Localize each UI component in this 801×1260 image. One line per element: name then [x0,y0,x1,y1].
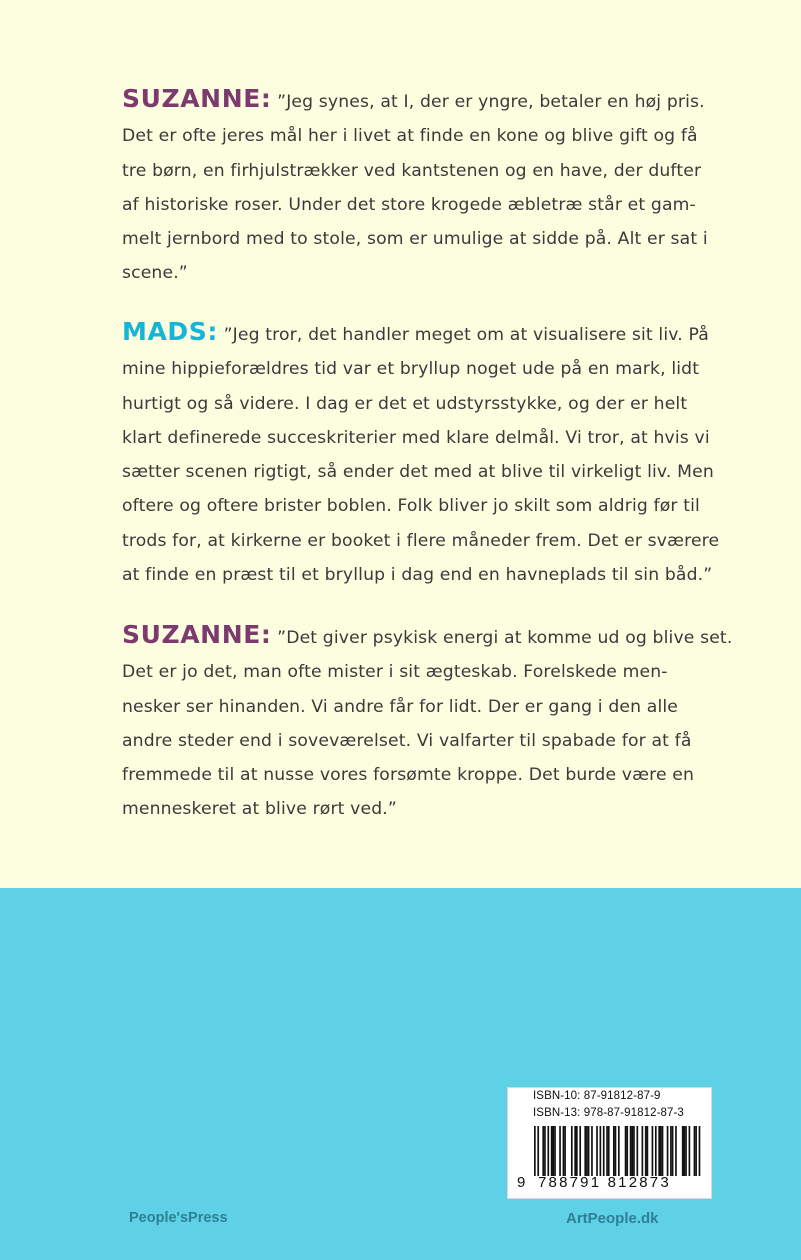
speaker-label: SUZANNE: [122,620,272,649]
passage-suzanne-2 [122,618,733,827]
barcode-bar [633,1126,635,1176]
passage-line: tre børn, en firhjulstrækker ved kantstenen og en have, der dufter [122,160,702,181]
barcode-bar [652,1126,654,1176]
cyan-panel [0,888,801,1260]
barcode-bar [660,1126,662,1176]
barcode-bar [591,1126,593,1176]
barcode-bar [615,1126,617,1176]
passage-line: Det er jo det, man ofte mister i sit ægteskab. Forelskede men- [122,662,668,683]
passage-line: trods for, at kirkerne er booket i flere måneder frem. Det er sværere [122,530,720,551]
barcode-bar [694,1126,696,1176]
passage-line: at finde en præst til et bryllup i dag end en havneplads til sin båd.” [122,565,713,586]
barcode-bar [571,1126,573,1176]
passage-line: hurtigt og så videre. I dag er det et udstyrsstykke, og der er helt [122,393,688,414]
barcode-bar [547,1126,549,1176]
barcode-bar [647,1126,649,1176]
barcode-bar [576,1126,578,1176]
barcode-bar [554,1126,556,1176]
passage-line: fremmede til at nusse vores forsømte kroppe. Det burde være en [122,765,695,786]
barcode-bar [579,1126,581,1176]
isbn-barcode [507,1087,712,1199]
barcode-bar [685,1126,687,1176]
barcode-bar [544,1126,546,1176]
barcode-bar [675,1126,677,1176]
passage-line: Det er ofte jeres mål her i livet at finde en kone og blive gift og få [122,126,698,147]
barcode-bar [559,1126,561,1176]
barcode-bar [672,1126,674,1176]
barcode-bar [596,1126,598,1176]
passage-line: af historiske roser. Under det store krogede æbletræ står et gam- [122,194,696,215]
barcode-bar [631,1126,633,1176]
barcode-lead-digit: 9 [517,1174,526,1191]
passage-line [122,618,733,655]
barcode-bar [636,1126,638,1176]
barcode-bar [613,1126,615,1176]
barcode-bar [682,1126,684,1176]
barcode-bar [574,1126,576,1176]
barcode-digits: 788791 812873 [538,1174,671,1191]
barcode-bar [667,1126,669,1176]
barcode-bar [645,1126,647,1176]
passage-suzanne-1 [122,82,708,291]
barcode-bar [534,1126,536,1176]
barcode-bar [642,1126,644,1176]
passage-line: oftere og oftere brister boblen. Folk bliver jo skilt som aldrig før til [122,496,700,517]
barcode-bar [552,1126,554,1176]
passage-mads [122,315,720,592]
barcode-bar [551,1126,553,1176]
passage-line: mine hippieforældres tid var et bryllup noget ude på en mark, lidt [122,359,700,380]
barcode-bar [695,1126,697,1176]
barcode-bar [542,1126,544,1176]
isbn-13-label: ISBN-13: 978-87-91812-87-3 [533,1107,684,1119]
barcode-bar [618,1126,620,1176]
passage-line: andre steder end i soveværelset. Vi valfarter til spabade for at få [122,730,692,751]
passage-line [122,82,705,119]
barcode-bar [689,1126,691,1176]
barcode-bar [586,1126,588,1176]
barcode-bars [534,1126,702,1176]
speaker-label: SUZANNE: [122,84,272,113]
passage-text: ”Det giver psykisk energi at komme ud og blive set. [277,628,733,648]
passage-text: ”Jeg tror, det handler meget om at visualisere sit liv. På [223,325,709,345]
passage-line: klart definerede succeskriterier med klare delmål. Vi tror, at hvis vi [122,427,710,448]
barcode-bar [537,1126,539,1176]
barcode-bar [584,1126,586,1176]
barcode-bar [630,1126,632,1176]
publisher-logo-artpeople: ArtPeople.dk [566,1210,659,1227]
barcode-bar [655,1126,657,1176]
barcode-bar [564,1126,566,1176]
speaker-label: MADS: [122,317,218,346]
passage-line: sætter scenen rigtigt, så ender det med at blive til virkeligt liv. Men [122,462,714,483]
barcode-bar [670,1126,672,1176]
barcode-bar [626,1126,628,1176]
passage-text: ”Jeg synes, at I, der er yngre, betaler en høj pris. [277,92,705,112]
barcode-bar [588,1126,590,1176]
barcode-bar [699,1126,701,1176]
isbn-10-label: ISBN-10: 87-91812-87-9 [533,1090,661,1102]
barcode-bar [684,1126,686,1176]
barcode-bar [563,1126,565,1176]
passage-line: scene.” [122,263,188,284]
passage-line: menneskeret at blive rørt ved.” [122,799,397,820]
barcode-bar [658,1126,660,1176]
barcode-bar [606,1126,608,1176]
passage-line: melt jernbord med to stole, som er umulige at sidde på. Alt er sat i [122,229,708,250]
barcode-bar [608,1126,610,1176]
barcode-bar [603,1126,605,1176]
publisher-logo-peoplespress: People'sPress [129,1210,228,1226]
barcode-bar [625,1126,627,1176]
barcode-bar [600,1126,602,1176]
passage-line: nesker ser hinanden. Vi andre får for lidt. Der er gang i den alle [122,696,679,717]
barcode-bar [662,1126,664,1176]
passage-line [122,315,709,352]
